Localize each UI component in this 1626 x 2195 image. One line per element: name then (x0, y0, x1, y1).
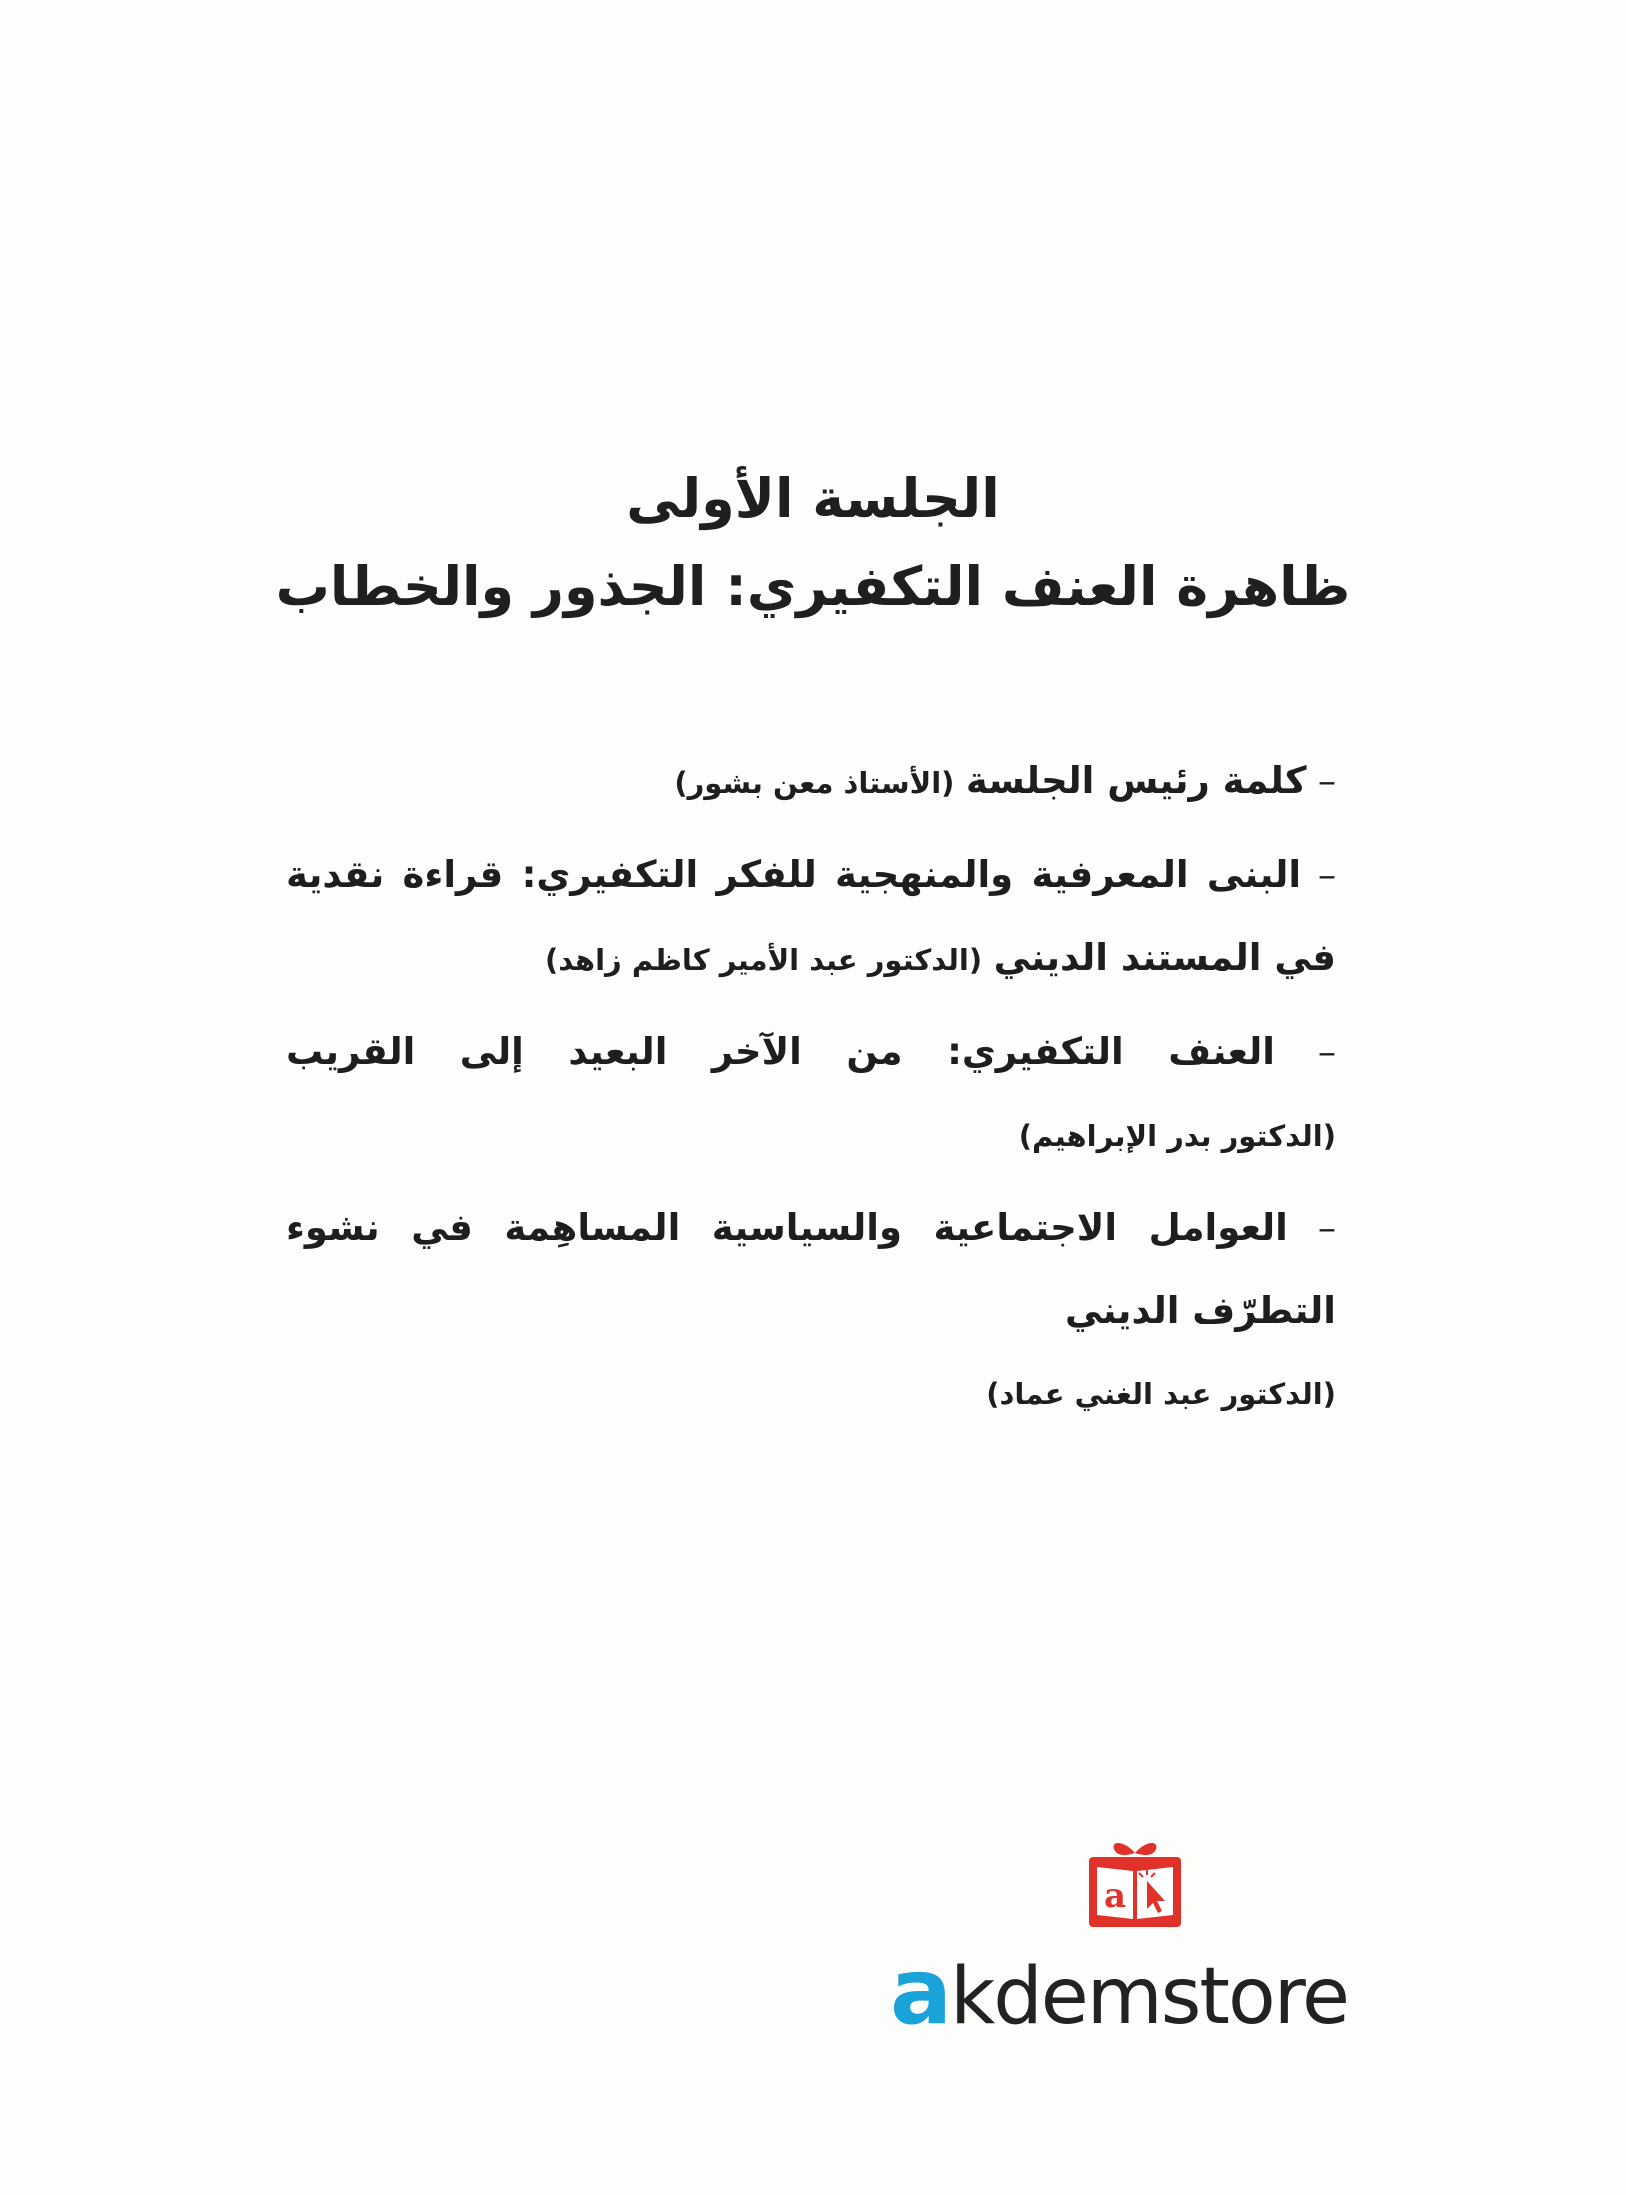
watermark-text: akdemstore (890, 1938, 1349, 2045)
item-author: (الدكتور عبد الغني عماد) (986, 1377, 1336, 1411)
item-dash: – (1318, 1032, 1336, 1073)
item-dash: – (1318, 855, 1336, 896)
item-title: العوامل الاجتماعية والسياسية المساهِمة في نشوء التطرّف الديني (286, 1206, 1336, 1332)
item-title: كلمة رئيس الجلسة (965, 759, 1307, 802)
watermark-logo (890, 1835, 1410, 2045)
program-item (286, 1011, 1336, 1177)
session-title: الجلسة الأولى (626, 467, 1000, 530)
program-item (286, 740, 1336, 824)
item-dash: – (1318, 1208, 1336, 1249)
item-author: (الأستاذ معن بشور) (674, 766, 955, 800)
session-subtitle: ظاهرة العنف التكفيري: الجذور والخطاب (275, 555, 1351, 618)
program-list (286, 740, 1336, 1445)
session-heading (0, 455, 1626, 631)
item-title: البنى المعرفية والمنهجية للفكر التكفيري: قراءة نقدية في المستند الديني (286, 853, 1336, 979)
item-author: (الدكتور عبد الأمير كاظم زاهد) (545, 943, 983, 977)
program-item (286, 834, 1336, 1001)
program-item (286, 1187, 1336, 1435)
item-title: العنف التكفيري: من الآخر البعيد إلى القريب (286, 1030, 1275, 1073)
book-gift-cursor-icon (1075, 1835, 1195, 1935)
item-author: (الدكتور بدر الإبراهيم) (1018, 1119, 1336, 1153)
svg-text:a: a (1103, 1876, 1127, 1916)
item-dash: – (1318, 761, 1336, 802)
